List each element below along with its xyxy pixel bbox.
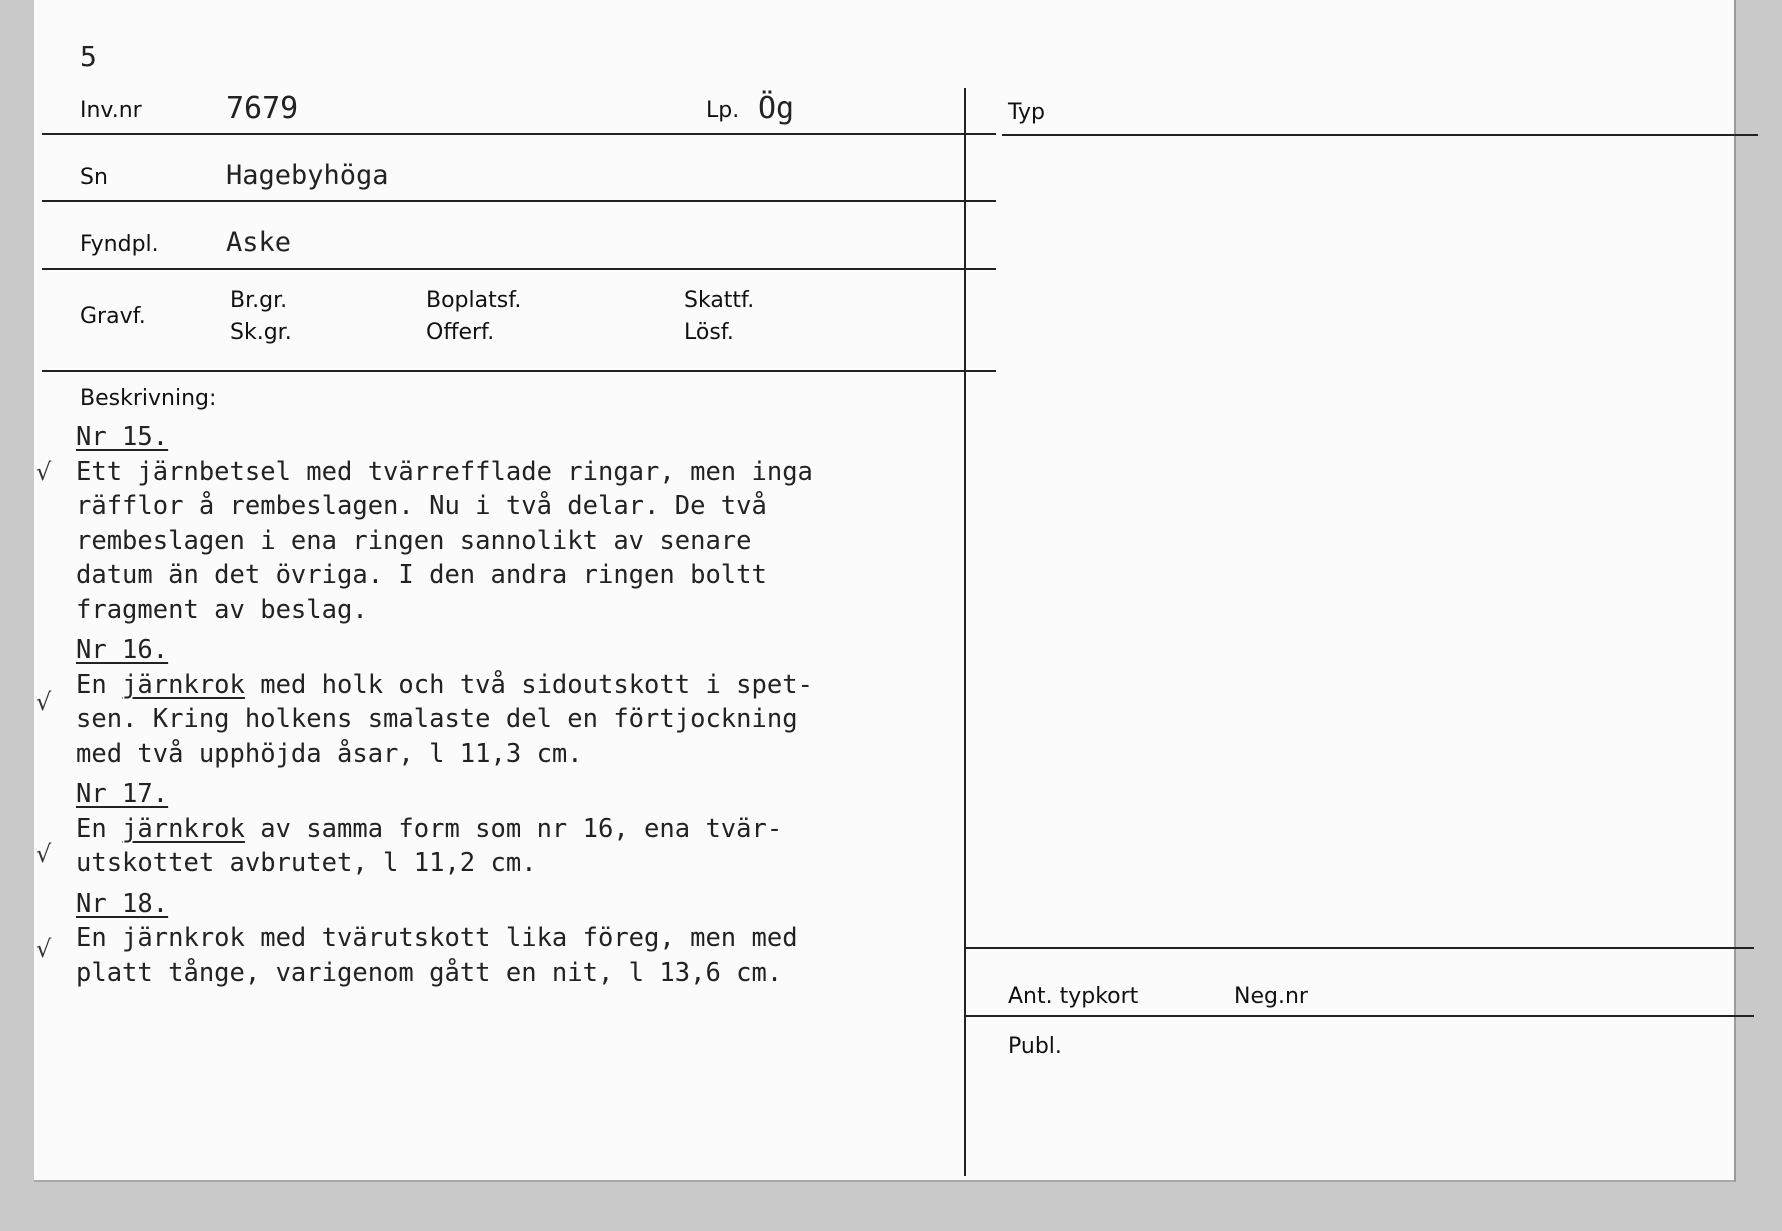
inv-nr-value: 7679 xyxy=(226,91,299,126)
publ-label: Publ. xyxy=(1008,1034,1062,1059)
entry-16 xyxy=(76,633,1016,771)
check-mark-17: √ xyxy=(36,840,52,868)
entry-keyword: järnkrok xyxy=(122,669,245,700)
skattf-label: Skattf. xyxy=(684,288,755,313)
fyndpl-label: Fyndpl. xyxy=(80,232,159,257)
check-mark-15: √ xyxy=(36,458,52,486)
check-mark-18: √ xyxy=(36,935,52,963)
entry-18 xyxy=(76,887,1016,991)
entry-number: Nr 18. xyxy=(76,888,169,919)
inv-nr-label: Inv.nr xyxy=(80,98,142,123)
entry-number: Nr 17. xyxy=(76,779,169,809)
entry-15 xyxy=(76,420,1016,627)
negnr-label: Neg.nr xyxy=(1234,984,1308,1009)
losf-label: Lösf. xyxy=(684,320,734,345)
entry-17 xyxy=(76,777,1016,881)
description-body xyxy=(76,420,1016,996)
fyndpl-value: Aske xyxy=(226,227,292,258)
boplatsf-label: Boplatsf. xyxy=(426,288,522,313)
right-divider-2 xyxy=(964,1015,1754,1017)
skgr-label: Sk.gr. xyxy=(230,320,292,345)
row-divider-1 xyxy=(42,133,996,135)
entry-keyword: järnkrok xyxy=(122,813,245,844)
row-divider-2 xyxy=(42,200,996,202)
entry-text: Ett järnbetsel med tvärrefflade ringar, men inga räfflor å rembeslagen. Nu i två delar. De två rembeslagen i ena ringen sannolikt av senare datum än det övriga. I den andra ringen boltt fragment av beslag. xyxy=(76,456,813,625)
check-mark-16: √ xyxy=(36,688,52,716)
entry-text-prefix: En xyxy=(76,813,123,844)
row-divider-4 xyxy=(42,370,996,372)
right-divider-1 xyxy=(964,947,1754,949)
ant-typkort-label: Ant. typkort xyxy=(1008,984,1139,1009)
entry-number: Nr 16. xyxy=(76,635,169,665)
entry-number: Nr 15. xyxy=(76,422,169,452)
sn-label: Sn xyxy=(80,165,108,190)
gravf-label: Gravf. xyxy=(80,304,146,329)
page-number: 5 xyxy=(80,40,97,73)
beskrivning-label: Beskrivning: xyxy=(80,386,217,411)
catalog-card xyxy=(34,0,1736,1182)
typ-divider xyxy=(1002,134,1758,136)
row-divider-3 xyxy=(42,268,996,270)
entry-text: av samma form som nr 16, ena tvär- utskottet avbrutet, l 11,2 cm. xyxy=(76,813,783,878)
offerf-label: Offerf. xyxy=(426,320,495,345)
typ-label: Typ xyxy=(1008,100,1045,125)
lp-label: Lp. xyxy=(706,98,740,123)
sn-value: Hagebyhöga xyxy=(226,160,389,191)
lp-value: Ög xyxy=(758,91,795,126)
entry-text: med holk och två sidoutskott i spet- sen. Kring holkens smalaste del en förtjockning med två upphöjda åsar, l 11,3 cm. xyxy=(76,669,813,769)
brgr-label: Br.gr. xyxy=(230,288,288,313)
entry-text-prefix: En xyxy=(76,669,123,700)
entry-text: En järnkrok med tvärutskott lika föreg, men med platt tånge, varigenom gått en nit, l 13,6 cm. xyxy=(76,923,798,988)
